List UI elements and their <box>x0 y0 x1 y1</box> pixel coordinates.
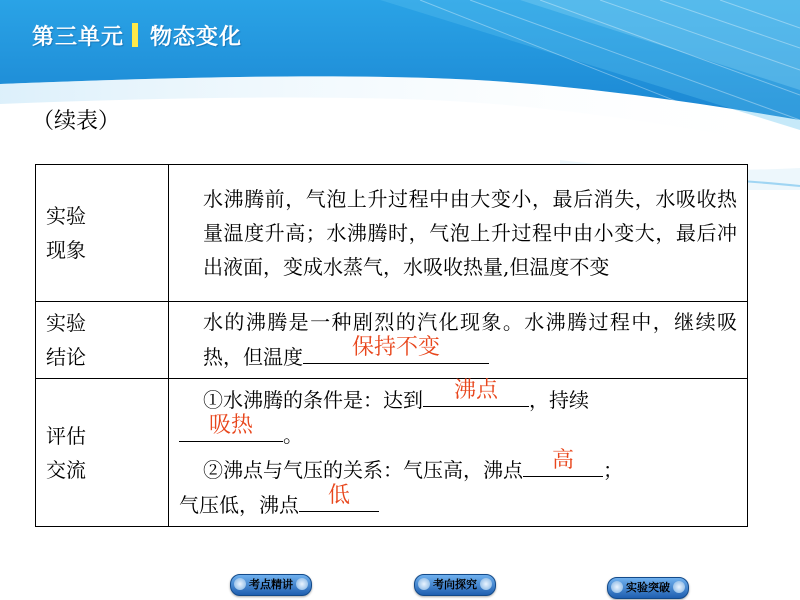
title-separator <box>132 23 138 47</box>
unit-number: 第三单元 <box>32 25 125 50</box>
evaluation-line: ②沸点与气压的关系：气压高，沸点 高 ； <box>203 448 623 482</box>
answer-text: 低 <box>327 483 350 508</box>
evaluation-line: 吸热 。 <box>179 417 737 452</box>
phenomenon-text: 水沸腾前，气泡上升过程中由大变小，最后消失，水吸收热量温度升高；水沸腾时，气泡上升过程中由小变大，最后冲出液面，变成水蒸气，水吸收热量,但温度不变 <box>203 186 737 279</box>
table-row <box>36 379 748 527</box>
unit-topic: 物态变化 <box>150 25 243 50</box>
table-subtitle: （续表） <box>32 109 121 134</box>
row-label: 实验 结论 <box>36 302 169 379</box>
evaluation-line: 气压低，沸点 低 <box>179 487 737 522</box>
answer-text: 沸点 <box>453 378 498 403</box>
answer-text: 吸热 <box>208 413 253 438</box>
row-content <box>169 379 748 527</box>
nav-button-experiment[interactable]: 实验突破 <box>607 577 689 599</box>
answer-blank <box>423 378 529 407</box>
experiment-table <box>35 164 748 527</box>
answer-text: 保持不变 <box>351 335 440 360</box>
row-label: 实验 现象 <box>36 165 169 302</box>
evaluation-line: ①水沸腾的条件是：达到 沸点 ，持续 <box>203 378 589 412</box>
nav-button-exam-direction[interactable]: 考向探究 <box>414 574 496 596</box>
table-row <box>36 165 748 302</box>
answer-blank <box>299 483 379 512</box>
row-content <box>169 165 748 302</box>
unit-title <box>32 22 242 54</box>
table-row <box>36 302 748 379</box>
answer-blank <box>523 448 603 477</box>
conclusion-text: 水的沸腾是一种剧烈的汽化现象。水沸腾过程中，继续吸热，但温度 保持不变 <box>203 310 737 369</box>
row-label: 评估 交流 <box>36 379 169 527</box>
answer-text: 高 <box>551 448 574 473</box>
nav-button-key-points[interactable]: 考点精讲 <box>230 574 312 596</box>
row-content <box>169 302 748 379</box>
answer-blank <box>179 413 283 442</box>
answer-blank <box>303 335 489 364</box>
